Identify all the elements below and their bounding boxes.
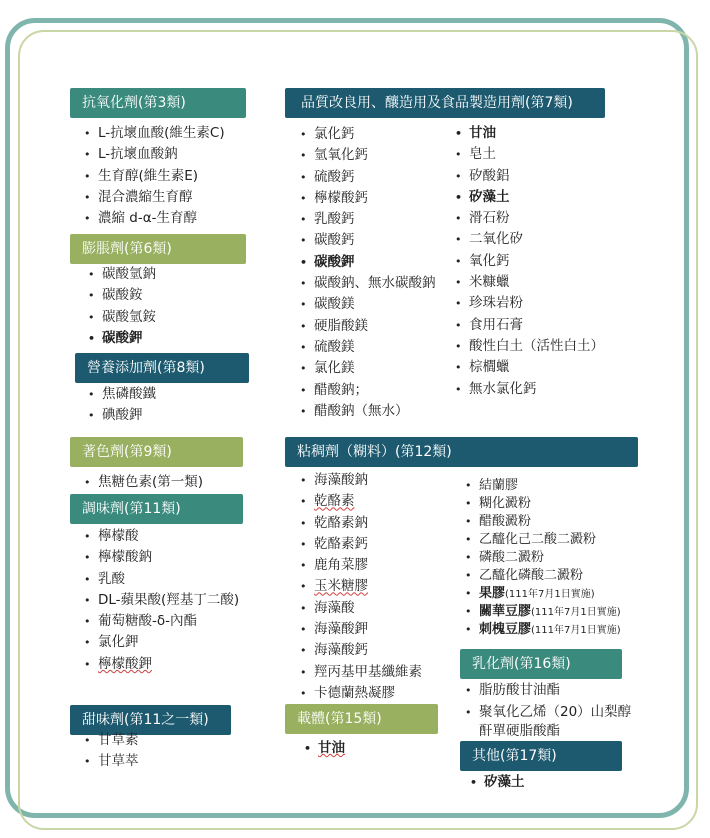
antioxidants-list <box>84 123 225 229</box>
list-item: • 無水氯化鈣 <box>455 379 604 400</box>
list-item-text: 乾酪素 <box>314 493 355 510</box>
leavening-list <box>88 264 156 349</box>
seasoning-list <box>84 526 239 675</box>
list-item: • 氯化鉀 <box>84 632 239 653</box>
list-item: • 矽酸鋁 <box>455 166 604 187</box>
list-item: • 滑石粉 <box>455 208 604 229</box>
list-item: • 矽藻土 <box>455 187 604 208</box>
list-item: • 酸性白土（活性白土） <box>455 336 604 357</box>
list-item: • 海藻酸鈣 <box>300 640 422 661</box>
quality-list-col1 <box>300 124 436 422</box>
item-name: 刺槐豆膠 <box>479 622 532 637</box>
coloring-header: 著色劑(第9類) <box>70 437 243 467</box>
list-item <box>465 603 621 621</box>
list-item: • 碳酸銨 <box>88 285 156 306</box>
list-item: • 碳酸氫鈉 <box>88 264 156 285</box>
list-item-text: 甘油 <box>318 740 345 756</box>
list-item: • 檸檬酸鈣 <box>300 188 436 209</box>
item-name: 果膠 <box>479 586 506 601</box>
list-item: • 海藻酸 <box>300 598 422 619</box>
list-item: • 生育醇(維生素E) <box>84 166 225 187</box>
list-item <box>304 738 345 759</box>
list-item: • 糊化澱粉 <box>465 495 621 513</box>
thickener-list-col1 <box>300 470 422 704</box>
list-item: • 氫氧化鈣 <box>300 145 436 166</box>
list-item: • 乳酸 <box>84 569 239 590</box>
list-item: • 海藻酸鉀 <box>300 619 422 640</box>
list-item: • 海藻酸鈉 <box>300 470 422 491</box>
list-item: • 珍珠岩粉 <box>455 293 604 314</box>
list-item: • 乙醯化磷酸二澱粉 <box>465 567 621 585</box>
list-item: • 脂肪酸甘油酯 <box>465 680 639 701</box>
list-item: • 棕櫚蠟 <box>455 357 604 378</box>
list-item: • 甘草萃 <box>84 751 139 772</box>
list-item: • 硫酸鎂 <box>300 337 436 358</box>
carrier-header: 載體(第15類) <box>285 704 438 734</box>
thickener-list-col2 <box>465 477 621 639</box>
list-item: • 鹿角菜膠 <box>300 555 422 576</box>
list-item: • 檸檬酸鈉 <box>84 547 239 568</box>
list-item: • 碳酸鎂 <box>300 294 436 315</box>
list-item: • 食用石膏 <box>455 315 604 336</box>
list-item: • DL-蘋果酸(羥基丁二酸) <box>84 590 239 611</box>
list-item: • 葡萄糖酸-δ-內酯 <box>84 611 239 632</box>
other-list <box>470 772 525 793</box>
list-item: • 矽藻土 <box>470 772 525 793</box>
thickener-header: 粘稠劑（糊料）(第12類) <box>285 437 638 467</box>
list-item <box>300 576 422 597</box>
emulsifier-list <box>465 680 639 741</box>
list-item <box>465 621 621 639</box>
list-item: • 乙醯化己二酸二澱粉 <box>465 531 621 549</box>
list-item: • 乾酪素鈉 <box>300 513 422 534</box>
list-item: • 皂土 <box>455 144 604 165</box>
list-item: • 碳酸鈣 <box>300 230 436 251</box>
list-item: • 甘草素 <box>84 730 139 751</box>
nutrition-header: 營養添加劑(第8類) <box>75 353 249 383</box>
list-item: • 濃縮 d-α-生育醇 <box>84 208 225 229</box>
list-item: • 聚氧化乙烯（20）山梨醇酐單硬脂酸酯 <box>465 703 639 741</box>
sweetener-list <box>84 730 139 773</box>
list-item: • 混合濃縮生育醇 <box>84 187 225 208</box>
quality-header: 品質改良用、釀造用及食品製造用劑(第7類) <box>285 88 605 118</box>
sweetener-header: 甜味劑(第11之一類) <box>70 705 231 735</box>
list-item: • 乳酸鈣 <box>300 209 436 230</box>
list-item: • 醋酸鈉； <box>300 380 436 401</box>
list-item: • 硬脂酸鎂 <box>300 316 436 337</box>
list-item: • 氯化鈣 <box>300 124 436 145</box>
list-item: • 甘油 <box>455 123 604 144</box>
carrier-list <box>304 738 345 759</box>
list-item: • L-抗壞血酸(維生素C) <box>84 123 225 144</box>
antioxidants-header: 抗氧化劑(第3類) <box>70 88 246 118</box>
list-item: • 檸檬酸 <box>84 526 239 547</box>
list-item: • 乾酪素鈣 <box>300 534 422 555</box>
list-item: • 焦磷酸鐵 <box>88 384 156 405</box>
list-item: • 碘酸鉀 <box>88 405 156 426</box>
list-item: • 氧化鈣 <box>455 251 604 272</box>
item-note: (111年7月1日實施) <box>531 607 621 618</box>
list-item: • 羥丙基甲基纖維素 <box>300 662 422 683</box>
other-header: 其他(第17類) <box>460 741 622 771</box>
list-item-text: 玉米糖膠 <box>314 578 368 595</box>
list-item: • 磷酸二澱粉 <box>465 549 621 567</box>
item-note: (111年7月1日實施) <box>531 625 621 636</box>
item-name: 關華豆膠 <box>479 604 532 619</box>
list-item: • 氯化鎂 <box>300 358 436 379</box>
nutrition-list <box>88 384 156 427</box>
list-item <box>465 585 621 603</box>
list-item: • L-抗壞血酸鈉 <box>84 144 225 165</box>
quality-list-col2 <box>455 123 604 400</box>
list-item <box>84 654 239 675</box>
list-item: • 結蘭膠 <box>465 477 621 495</box>
list-item: • 碳酸鈉、無水碳酸鈉 <box>300 273 436 294</box>
list-item: • 焦糖色素(第一類) <box>84 472 203 493</box>
list-item: • 醋酸澱粉 <box>465 513 621 531</box>
list-item: • 米糠蠟 <box>455 272 604 293</box>
list-item: • 碳酸氫銨 <box>88 307 156 328</box>
list-item: • 硫酸鈣 <box>300 167 436 188</box>
list-item: • 卡德蘭熱凝膠 <box>300 683 422 704</box>
list-item: • 二氧化矽 <box>455 229 604 250</box>
list-item: • 醋酸鈉（無水） <box>300 401 436 422</box>
seasoning-header: 調味劑(第11類) <box>70 494 243 524</box>
item-note: (111年7月1日實施) <box>505 589 595 600</box>
leavening-header: 膨脹劑(第6類) <box>70 234 246 264</box>
coloring-list <box>84 472 203 493</box>
list-item-text: 檸檬酸鉀 <box>98 655 152 672</box>
list-item: • 碳酸鉀 <box>300 252 436 273</box>
list-item <box>300 491 422 512</box>
emulsifier-header: 乳化劑(第16類) <box>460 649 622 679</box>
list-item: • 碳酸鉀 <box>88 328 156 349</box>
